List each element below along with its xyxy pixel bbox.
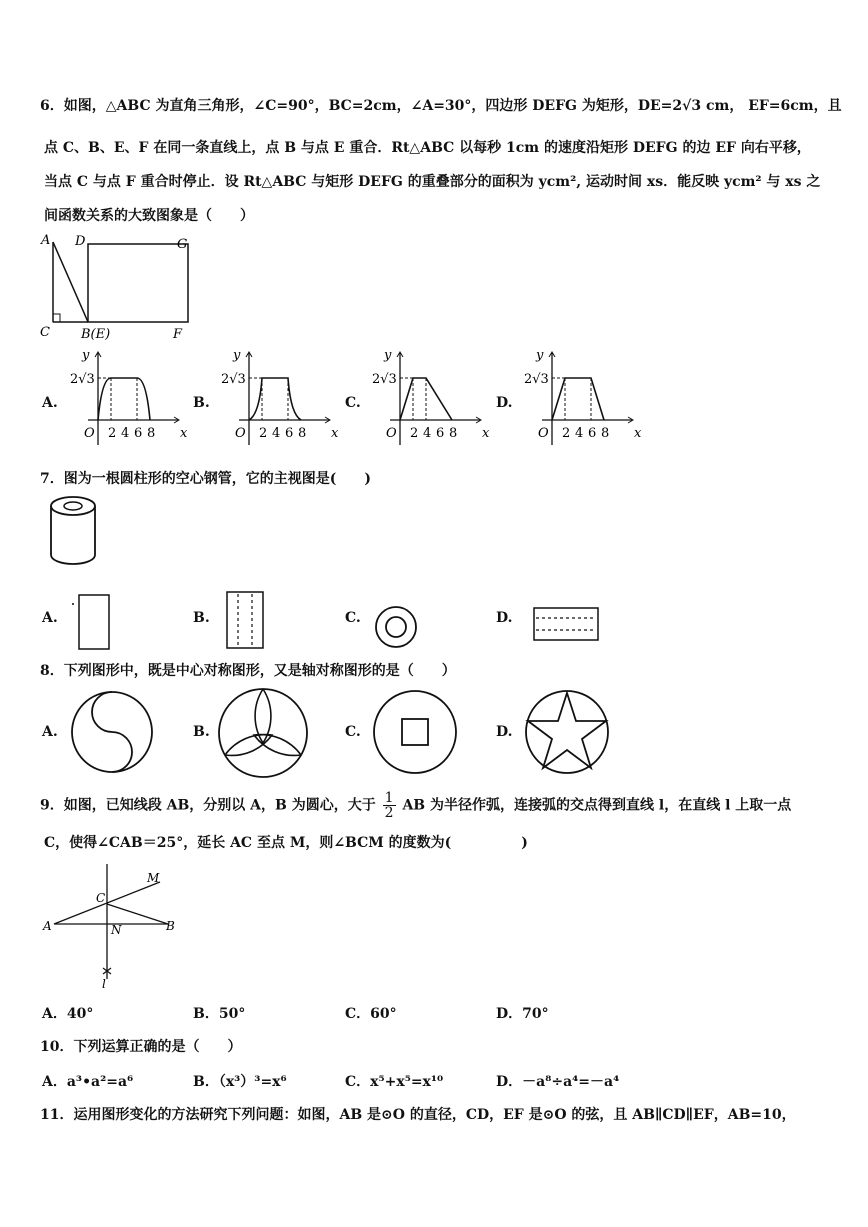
q9-figure [40, 864, 190, 994]
x-axis-label: x [331, 426, 339, 441]
q8-option-C-label: C. [345, 724, 361, 740]
q10-option-A: A．a³•a²=a⁶ [42, 1074, 134, 1090]
q9-stem-part-a: 9．如图，已知线段 AB，分别以 A，B 为圆心，大于 [40, 797, 376, 814]
origin-label: O [538, 426, 549, 441]
q9-label-A: A [43, 919, 52, 933]
q9-label-l: l [102, 977, 106, 991]
function-curve [249, 378, 301, 420]
x-tick-label-4: 4 [272, 426, 281, 441]
q10-stem: 10．下列运算正确的是（ ） [40, 1039, 242, 1055]
q6-label-F: F [173, 327, 183, 342]
q9-fraction-denominator: 2 [384, 805, 394, 821]
x-axis-label: x [482, 426, 490, 441]
q6-stem-line3: 当点 C 与点 F 重合时停止．设 Rt△ABC 与矩形 DEFG 的重叠部分的面积为 ycm², 运动时间 xs．能反映 ycm² 与 xs 之 [44, 174, 821, 190]
q9-label-C: C [96, 891, 106, 905]
x-tick-label-6: 6 [588, 426, 597, 441]
q6-option-C-label: C. [345, 395, 361, 411]
q9-label-M: M [147, 871, 160, 885]
q8-stem: 8．下列图形中，既是中心对称图形，又是轴对称图形的是（ ） [40, 663, 456, 679]
x-tick-label-4: 4 [423, 426, 432, 441]
q6-stem-line2: 点 C、B、E、F 在同一条直线上，点 B 与点 E 重合．Rt△ABC 以每秒 1cm 的速度沿矩形 DEFG 的边 EF 向右平移， [44, 140, 811, 156]
q7-option-C-rings [371, 602, 421, 652]
q7-pipe-figure [45, 492, 105, 572]
q8-option-B-label: B. [193, 724, 210, 740]
q9-option-B: B．50° [193, 1006, 246, 1022]
x-tick-label-8: 8 [298, 426, 307, 441]
y-axis-label: y [233, 348, 241, 363]
q9-fraction-numerator: 1 [384, 790, 394, 806]
x-tick-label-6: 6 [436, 426, 445, 441]
q7-option-D-label: D. [496, 610, 513, 626]
function-curve [552, 378, 604, 420]
q6-stem-part1b: cm， EF=6cm，且 [705, 98, 842, 114]
x-tick-label-6: 6 [285, 426, 294, 441]
q6-stem-line1 [40, 95, 842, 115]
q7-option-D-rect-dashed [532, 605, 602, 645]
q6-label-D: D [75, 234, 86, 249]
q9-option-D: D．70° [496, 1006, 549, 1022]
x-tick-label-2: 2 [562, 426, 571, 441]
x-axis-label: x [634, 426, 642, 441]
x-tick-label-2: 2 [410, 426, 419, 441]
q6-label-BE: B(E) [81, 327, 111, 342]
q9-stem-line1 [40, 791, 791, 820]
q6-label-C: C [40, 325, 50, 340]
x-tick-label-2: 2 [259, 426, 268, 441]
q8-option-A-yinyang [68, 688, 158, 778]
q8-option-A-label: A. [42, 724, 58, 740]
q6-option-B-label: B. [193, 395, 210, 411]
q10-option-D: D．－a⁸÷a⁴=－a⁴ [496, 1074, 620, 1090]
q6-label-A: A [41, 233, 51, 248]
q6-graph-A [65, 348, 195, 448]
q11-stem: 11．运用图形变化的方法研究下列问题：如图，AB 是⊙O 的直径，CD，EF 是⊙O 的弦，且 AB∥CD∥EF，AB=10， [40, 1107, 796, 1123]
q10-option-C: C．x⁵+x⁵=x¹⁰ [345, 1074, 444, 1090]
x-tick-label-4: 4 [575, 426, 584, 441]
q9-option-A: A．40° [42, 1006, 94, 1022]
q7-option-C-label: C. [345, 610, 361, 626]
q9-fraction [383, 791, 396, 820]
q6-sqrt3: √3 [682, 98, 702, 114]
x-tick-label-6: 6 [134, 426, 143, 441]
q6-graph-D [519, 348, 649, 448]
y-value-label: 2√3 [524, 372, 549, 387]
x-tick-label-8: 8 [147, 426, 156, 441]
y-value-label: 2√3 [372, 372, 397, 387]
q7-option-A-rect [70, 592, 110, 652]
y-value-label: 2√3 [221, 372, 246, 387]
x-tick-label-8: 8 [449, 426, 458, 441]
origin-label: O [84, 426, 95, 441]
q6-stem-line4: 间函数关系的大致图象是（ ） [44, 208, 254, 224]
q10-option-B: B．（x³）³=x⁶ [193, 1074, 287, 1090]
q9-stem-line2: C，使得∠CAB＝25°，延长 AC 至点 M，则∠BCM 的度数为( ) [44, 835, 528, 851]
y-value-label: 2√3 [70, 372, 95, 387]
q7-option-B-rect-dashed [225, 590, 265, 650]
q6-label-G: G [177, 237, 188, 252]
q6-option-D-label: D. [496, 395, 513, 411]
y-axis-label: y [384, 348, 392, 363]
x-axis-label: x [180, 426, 188, 441]
q9-stem-part-b: AB 为半径作弧，连接弧的交点得到直线 l，在直线 l 上取一点 [402, 797, 792, 814]
q9-label-N: N [111, 923, 122, 937]
q9-label-B: B [166, 919, 175, 933]
q7-option-B-label: B. [193, 610, 210, 626]
x-tick-label-2: 2 [108, 426, 117, 441]
function-curve [98, 378, 150, 420]
y-axis-label: y [536, 348, 544, 363]
q8-option-B-three-petals [214, 683, 314, 783]
q6-option-A-label: A. [42, 395, 58, 411]
origin-label: O [235, 426, 246, 441]
q8-option-D-label: D. [496, 724, 513, 740]
x-tick-label-8: 8 [601, 426, 610, 441]
q8-option-D-star-circle [523, 688, 613, 778]
y-axis-label: y [82, 348, 90, 363]
q6-stem-part1: 6．如图，△ABC 为直角三角形，∠C=90°，BC=2cm，∠A=30°，四边形 DEFG 为矩形，DE=2 [40, 98, 683, 114]
x-tick-label-4: 4 [121, 426, 130, 441]
q6-graph-C [367, 348, 497, 448]
origin-label: O [386, 426, 397, 441]
q7-option-A-label: A. [42, 610, 58, 626]
q6-figure [38, 228, 238, 348]
q8-option-C-coin [370, 688, 460, 778]
q9-option-C: C．60° [345, 1006, 397, 1022]
q7-stem: 7．图为一根圆柱形的空心钢管，它的主视图是( ) [40, 471, 371, 487]
q6-graph-B [216, 348, 346, 448]
